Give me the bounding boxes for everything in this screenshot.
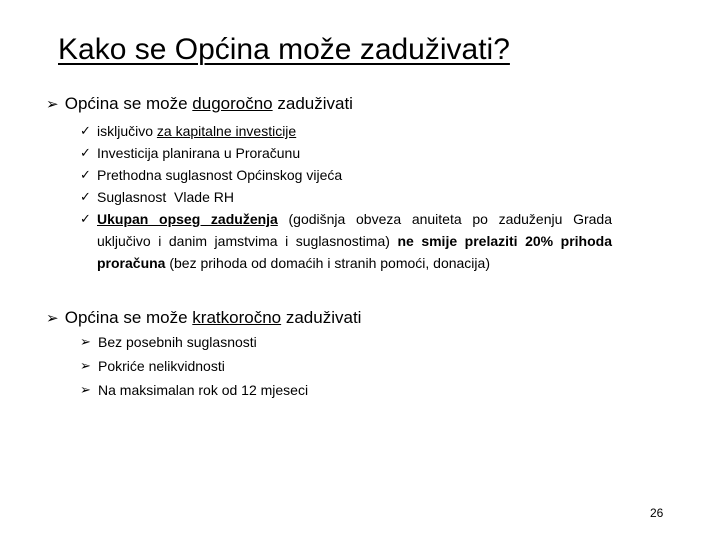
list-item: [80, 120, 612, 142]
short-term-conditions-list: [80, 330, 308, 402]
section-short-term-suffix: zaduživati: [281, 308, 362, 327]
item-text: isključivo: [97, 123, 157, 139]
checkmark-icon: ✓: [80, 189, 91, 204]
item-text: Na maksimalan rok od 12 mjeseci: [98, 382, 309, 398]
section-short-term-emph: kratkoročno: [192, 308, 282, 327]
slide-title: Kako se Općina može zaduživati?: [58, 33, 510, 66]
list-item: [80, 186, 612, 208]
checkmark-icon: ✓: [80, 167, 91, 182]
item-text: Investicija planirana u Proračunu: [97, 145, 301, 161]
section-long-term-suffix: zaduživati: [272, 94, 353, 113]
long-term-conditions-list: [80, 120, 612, 274]
list-item: [80, 142, 612, 164]
item-text-bold: Ukupan opseg zaduženja: [97, 211, 278, 227]
list-item: [80, 354, 308, 378]
checkmark-icon: ✓: [80, 211, 91, 226]
section-long-term: [46, 93, 353, 116]
section-long-term-prefix: Općina se može: [64, 94, 193, 113]
list-item: [80, 164, 612, 186]
item-text-bold: ne smije prelaziti 20% prihoda proračuna: [97, 233, 612, 271]
item-text-underlined: za kapitalne investicije: [156, 123, 297, 139]
arrow-bullet-icon: ➢: [46, 96, 59, 113]
item-text: (godišnja obveza anuiteta po zaduženju Grada uključivo i danim jamstvima i suglasnostima): [97, 211, 612, 249]
arrow-bullet-icon: ➢: [46, 310, 59, 327]
item-text: Pokriće nelikvidnosti: [98, 358, 225, 374]
section-long-term-emph: dugoročno: [192, 94, 273, 113]
section-short-term-prefix: Općina se može: [64, 308, 193, 327]
arrow-bullet-icon: ➢: [80, 334, 91, 349]
checkmark-icon: ✓: [80, 123, 91, 138]
list-item: [80, 330, 308, 354]
page-number: 26: [650, 506, 664, 520]
list-item: [80, 208, 612, 274]
arrow-bullet-icon: ➢: [80, 358, 91, 373]
checkmark-icon: ✓: [80, 145, 91, 160]
list-item: [80, 378, 308, 402]
section-short-term: [46, 307, 361, 330]
item-text: Suglasnost Vlade RH: [97, 189, 234, 205]
item-text: Prethodna suglasnost Općinskog vijeća: [97, 167, 343, 183]
item-text: Bez posebnih suglasnosti: [98, 334, 257, 350]
item-text: (bez prihoda od domaćih i stranih pomoći, donacija): [165, 255, 490, 271]
arrow-bullet-icon: ➢: [80, 382, 91, 397]
